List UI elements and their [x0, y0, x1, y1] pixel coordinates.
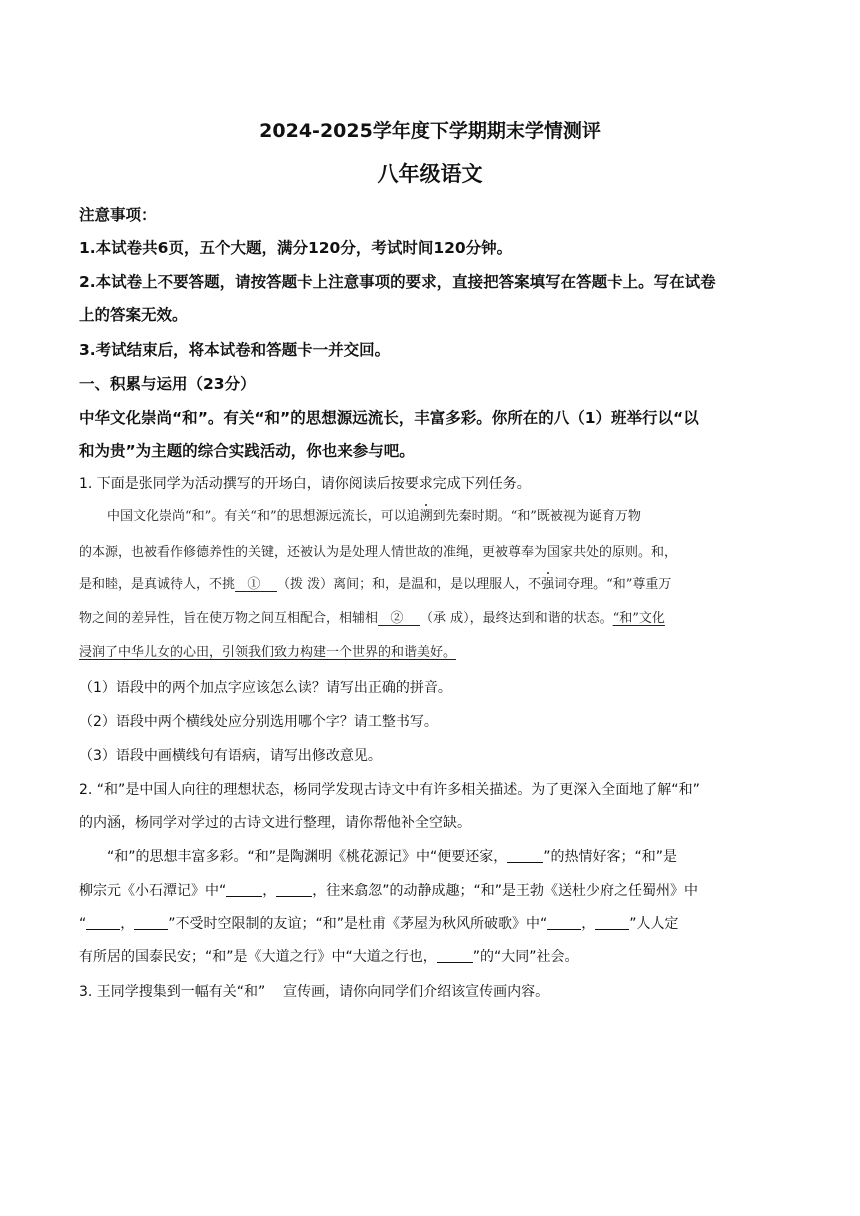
q1-passage-line3: 是和睦，是真诚待人，不挑 ① （拨 泼）离间；和，是温和，是以理服人，不强词夺理。“和”尊重万	[79, 577, 672, 592]
q2-line3: “ ， ”不受时空限制的友谊；“和”是杜甫《茅屋为秋风所破歌》中“ ， ”人人定	[79, 916, 679, 932]
fill-blank[interactable]	[507, 848, 543, 863]
fill-blank[interactable]	[437, 948, 473, 963]
section-1-intro-line1: 中华文化崇尚“和”。有关“和”的思想源远流长，丰富多彩。你所在的八（1）班举行以“以	[79, 409, 699, 427]
q1-sub-3: （3）语段中画横线句有语病，请写出修改意见。	[79, 748, 382, 764]
note-2-line2: 上的答案无效。	[79, 306, 188, 324]
q1-passage-line1: 中国文化崇尚“和”。有关“和”的思想源远流长，可以追溯到先秦时期。“和”既被视为诞育万物	[107, 509, 641, 524]
underlined-sentence-start: “和”文化	[612, 611, 665, 626]
q2-line1: “和”的思想丰富多彩。“和”是陶渊明《桃花源记》中“便要还家， ”的热情好客；“和”是	[107, 849, 678, 865]
q1-sub-1: （1）语段中的两个加点字应该怎么读？请写出正确的拼音。	[79, 680, 452, 696]
fill-blank[interactable]	[226, 882, 262, 897]
section-1-intro-line2: 和为贵”为主题的综合实践活动，你也来参与吧。	[79, 442, 415, 460]
exam-subtitle: 八年级语文	[377, 162, 483, 186]
q2-stem-line1: 2. “和”是中国人向往的理想状态，杨同学发现古诗文中有许多相关描述。为了更深入全面地了解“和”	[79, 782, 700, 798]
note-3: 3.考试结束后，将本试卷和答题卡一并交回。	[79, 341, 391, 359]
fill-blank[interactable]	[547, 915, 581, 930]
notes-heading: 注意事项：	[79, 206, 157, 224]
fill-blank[interactable]	[86, 915, 120, 930]
q2-stem-line2: 的内涵，杨同学对学过的古诗文进行整理，请你帮他补全空缺。	[79, 815, 471, 831]
note-1: 1.本试卷共6页，五个大题，满分120分，考试时间120分钟。	[79, 239, 513, 257]
q3-stem: 3. 王同学搜集到一幅有关“和” 宣传画，请你向同学们介绍该宣传画内容。	[79, 984, 550, 1000]
q2-line2: 柳宗元《小石潭记》中“ ， ，往来翕忽”的动静成趣；“和”是王勃《送杜少府之任蜀州》中	[79, 883, 699, 899]
blank-1[interactable]: ①	[247, 577, 261, 592]
q1-passage-line2: 的本源，也被看作修德养性的关键，还被认为是处理人情世故的准绳，更被尊奉为国家共处的原则。和，	[79, 545, 678, 560]
section-1-heading: 一、积累与运用（23分）	[79, 375, 256, 393]
fill-blank[interactable]	[595, 915, 629, 930]
exam-title: 2024-2025学年度下学期期末学情测评	[259, 120, 601, 142]
q1-passage-line4: 物之间的差异性，旨在使万物之间互相配合，相辅相 ② （承 成），最终达到和谐的状态。“和”文化	[79, 611, 665, 626]
note-2-line1: 2.本试卷上不要答题，请按答题卡上注意事项的要求，直接把答案填写在答题卡上。写在试卷	[79, 273, 716, 291]
q1-sub-2: （2）语段中两个横线处应分别选用哪个字？请工整书写。	[79, 714, 438, 730]
fill-blank[interactable]	[134, 915, 168, 930]
underlined-sentence-end: 浸润了中华儿女的心田，引领我们致力构建一个世界的和谐美好。	[79, 645, 457, 660]
q2-line4: 有所居的国泰民安；“和”是《大道之行》中“大道之行也， ”的“大同”社会。	[79, 949, 579, 965]
q1-stem: 1. 下面是张同学为活动撰写的开场白，请你阅读后按要求完成下列任务。	[79, 476, 531, 492]
fill-blank[interactable]	[276, 882, 312, 897]
dotted-char: 溯	[419, 509, 433, 524]
dotted-char: 强	[541, 577, 555, 592]
blank-2[interactable]: ②	[390, 611, 404, 626]
